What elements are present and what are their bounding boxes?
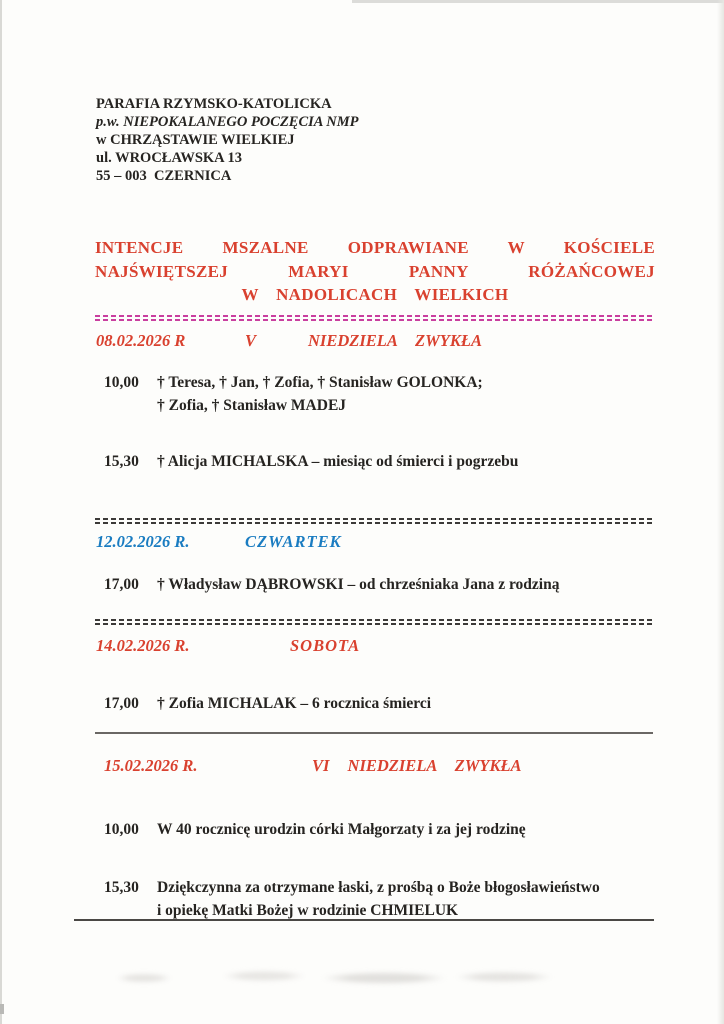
section-4-day: VI NIEDZIELA ZWYKŁA xyxy=(312,756,522,775)
section-2-date: 12.02.2026 R. xyxy=(96,532,190,551)
section-4-date-row xyxy=(0,756,724,780)
mass-time: 10,00 xyxy=(104,374,139,391)
divider-solid-bottom xyxy=(74,919,654,921)
mass-intention xyxy=(157,371,667,417)
section-2-date-row xyxy=(0,532,724,556)
scan-edge-top xyxy=(352,0,724,3)
mass-time: 15,30 xyxy=(104,879,139,896)
mass-intention: W 40 rocznicę urodzin córki Małgorzaty i za jej rodzinę xyxy=(157,821,526,838)
mass-time: 17,00 xyxy=(104,576,139,593)
title-line-1: INTENCJE MSZALNE ODPRAWIANE W KOŚCIELE xyxy=(95,238,655,257)
parish-dedication: p.w. NIEPOKALANEGO POCZĘCIA NMP xyxy=(96,114,359,130)
mass-time: 10,00 xyxy=(104,821,139,838)
mass-intention xyxy=(157,876,667,922)
divider-dashed-gray xyxy=(95,518,652,525)
document-title xyxy=(95,236,655,307)
title-line-3: W NADOLICACH WIELKICH xyxy=(241,285,509,304)
section-2-day: CZWARTEK xyxy=(245,532,342,551)
mass-intention: † Władysław DĄBROWSKI – od chrześniaka Jana z rodziną xyxy=(157,576,560,593)
section-1-date-row xyxy=(0,331,724,355)
parish-locality: w CHRZĄSTAWIE WIELKIEJ xyxy=(96,132,295,148)
intention-line: † Zofia, † Stanisław MADEJ xyxy=(157,397,347,414)
title-line-2: NAJŚWIĘTSZEJ MARYI PANNY RÓŻAŃCOWEJ xyxy=(95,261,655,281)
section-1-day: NIEDZIELA ZWYKŁA xyxy=(308,331,482,350)
parish-name: PARAFIA RZYMSKO-KATOLICKA xyxy=(96,96,332,112)
section-4-date: 15.02.2026 R. xyxy=(104,756,198,775)
section-1-ordinal: V xyxy=(245,331,257,350)
parish-header xyxy=(96,95,359,185)
mass-intention: † Zofia MICHALAK – 6 rocznica śmierci xyxy=(157,695,432,712)
mass-time: 17,00 xyxy=(104,695,139,712)
section-3-day: SOBOTA xyxy=(290,636,361,655)
intention-line: i opiekę Matki Bożej w rodzinie CHMIELUK xyxy=(157,902,459,919)
divider-dashed-gray xyxy=(95,619,652,626)
parish-postal: 55 – 003 CZERNICA xyxy=(96,168,232,184)
bleed-through-smudge xyxy=(84,964,564,990)
section-3-date-row xyxy=(0,636,724,660)
intention-line: Dziękczynna za otrzymane łaski, z prośbą o Boże błogosławieństwo xyxy=(157,879,600,896)
divider-dashed-magenta xyxy=(95,315,652,322)
scan-edge-notch xyxy=(0,1004,4,1014)
divider-solid xyxy=(95,732,653,734)
section-3-date: 14.02.2026 R. xyxy=(96,636,190,655)
parish-street: ul. WROCŁAWSKA 13 xyxy=(96,150,242,166)
mass-time: 15,30 xyxy=(104,453,139,470)
scan-edge-right xyxy=(717,0,724,1024)
section-1-date: 08.02.2026 R xyxy=(96,331,186,350)
intention-line: † Teresa, † Jan, † Zofia, † Stanisław GOLONKA; xyxy=(157,374,483,391)
mass-intention: † Alicja MICHALSKA – miesiąc od śmierci i pogrzebu xyxy=(157,453,519,470)
scan-edge-left xyxy=(0,0,2,1024)
